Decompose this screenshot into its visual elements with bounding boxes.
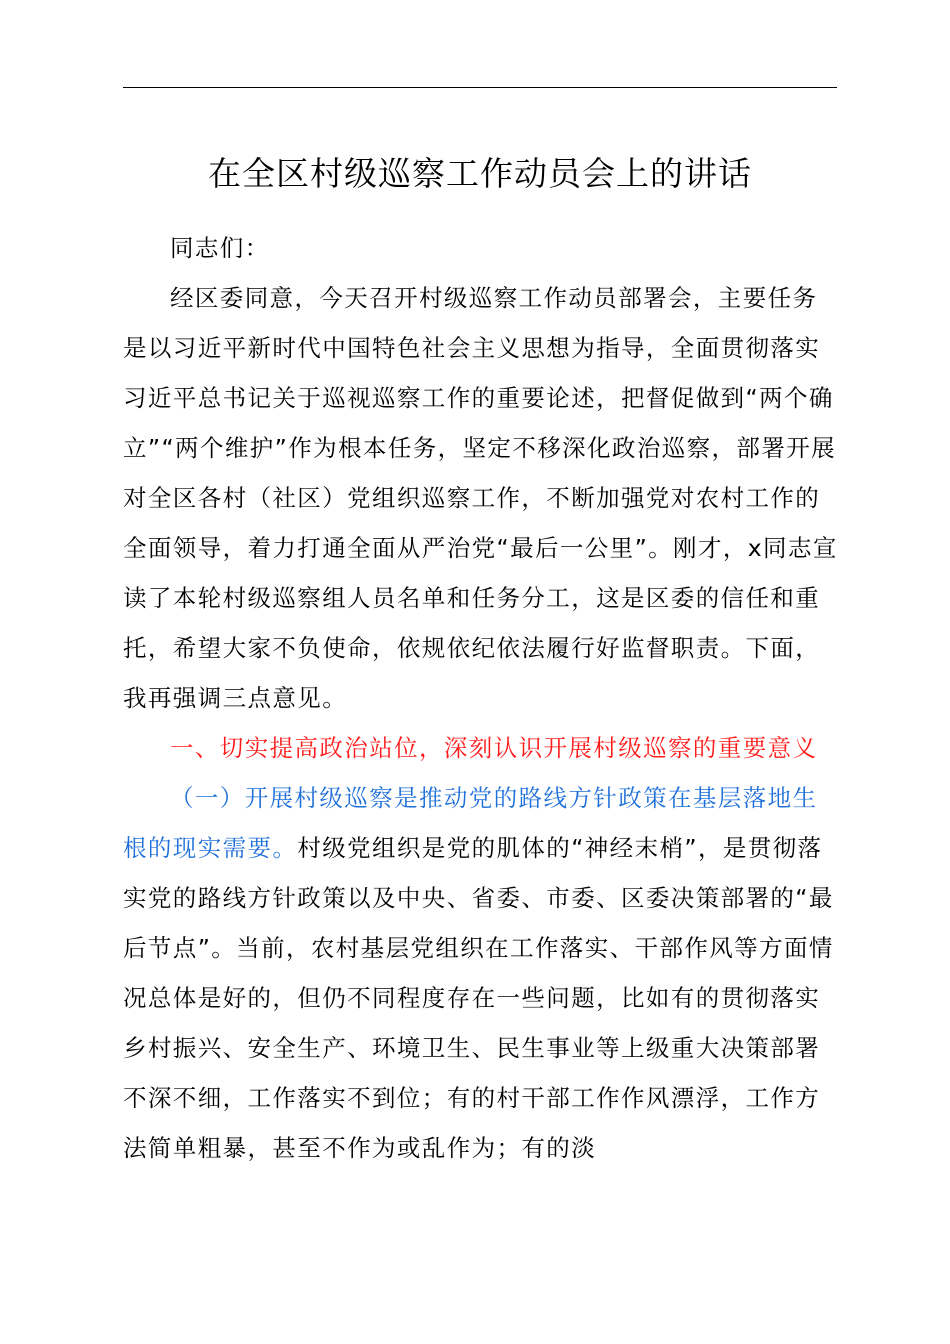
subheading-1: （一）开展村级巡察是推动党的路线方针政策在基层落地生根的现实需要。 bbox=[123, 784, 818, 862]
header-rule bbox=[123, 87, 837, 88]
intro-paragraph: 经区委同意，今天召开村级巡察工作动员部署会，主要任务是以习近平新时代中国特色社会主义思想为指导，全面贯彻落实习近平总书记关于巡视巡察工作的重要论述，把督促做到“两个确立”“两个维护”作为根本任务，坚定不移深化政治巡察，部署开展对全区各村（社区）党组织巡察工作，不断加强党对农村工作的全面领导，着力打通全面从严治党“最后一公里”。刚才，x同志宣读了本轮村级巡察组人员名单和任务分工，这是区委的信任和重托，希望大家不负使命，依规依纪依法履行好监督职责。下面，我再强调三点意见。 bbox=[123, 284, 838, 712]
section-heading-1: 一、切实提高政治站位，深刻认识开展村级巡察的重要意义 bbox=[170, 734, 818, 762]
paragraph-1-text: 村级党组织是党的肌体的“神经末梢”，是贯彻落实党的路线方针政策以及中央、省委、市委、区委决策部署的“最后节点”。当前，农村基层党组织在工作落实、干部作风等方面情况总体是好的，但仍不同程度存在一些问题，比如有的贯彻落实乡村振兴、安全生产、环境卫生、民生事业等上级重大决策部署不深不细，工作落实不到位；有的村干部工作作风漂浮，工作方法简单粗暴，甚至不作为或乱作为；有的淡 bbox=[123, 834, 834, 1162]
salutation: 同志们： bbox=[170, 234, 270, 262]
document-title: 在全区村级巡察工作动员会上的讲话 bbox=[208, 154, 752, 193]
paragraph-1 bbox=[123, 773, 839, 1173]
document-body bbox=[123, 223, 839, 1173]
